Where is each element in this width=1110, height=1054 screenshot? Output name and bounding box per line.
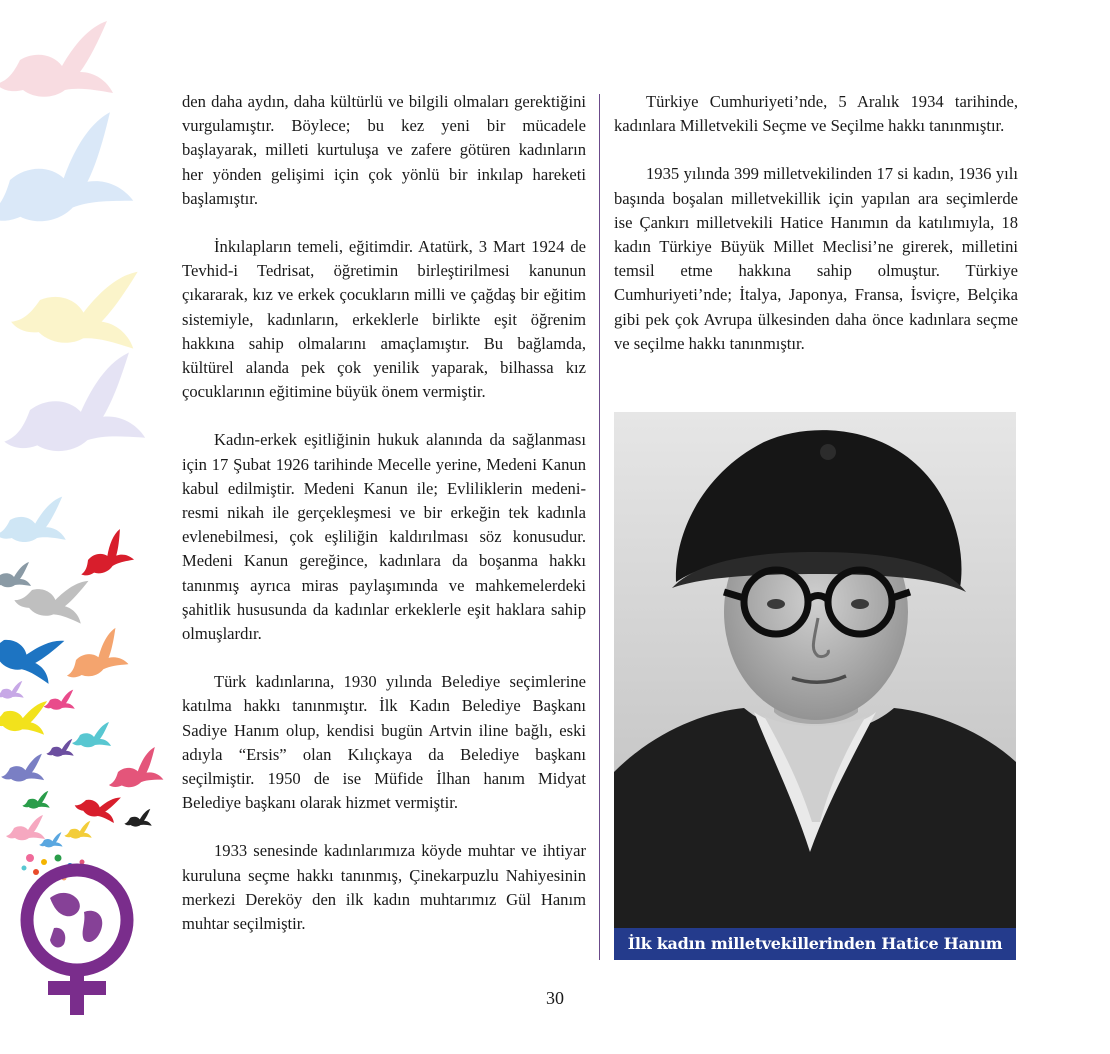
dove-icon — [0, 111, 134, 231]
dove-icon — [12, 564, 92, 626]
paragraph: Türkiye Cumhuriyeti’nde, 5 Aralık 1934 tarihinde, kadınlara Milletvekili Seçme ve Seçilme hakkı tanınmıştır. — [614, 92, 1018, 136]
page-number: 30 — [546, 988, 564, 1008]
left-text-column — [182, 90, 586, 960]
column-divider — [599, 94, 600, 960]
portrait-illustration — [614, 412, 1016, 960]
paragraph: İnkılapların temeli, eğitimdir. Atatürk, 3 Mart 1924 de Tevhid-i Tedrisat, öğretimin birleştirilmesi kanunun çıkararak, kız ve erkek çocukların milli ve çağdaş bir eğitim sistemiyle, kadınların, erkeklerle birlikte eşit öğrenim hakkına sahip olmalarını amaçlamıştır. Bu bağlamda, kültürel alanda pek çok yenilik yaparak, bilhassa kız çocuklarının eğitimine büyük önem vermiştir. — [182, 237, 586, 402]
dove-icon — [71, 528, 134, 580]
dove-icon — [39, 832, 62, 847]
globe-continents-icon — [50, 893, 102, 948]
dove-icon — [0, 352, 146, 457]
dove-icon — [124, 809, 151, 827]
photo-caption: İlk kadın milletvekillerinden Hatice Hanım — [614, 928, 1016, 960]
decorative-doves-border — [0, 0, 180, 1054]
dove-icon — [0, 692, 50, 736]
dove-icon — [46, 739, 73, 757]
portrait-photo — [614, 412, 1016, 960]
dove-icon — [58, 627, 129, 682]
dove-icon — [0, 497, 66, 542]
dove-icon — [6, 815, 45, 840]
dove-icon — [22, 791, 49, 809]
paragraph: 1935 yılında 399 milletvekilinden 17 si kadın, 1936 yılı başında boşalan milletvekillik için yapılan ara seçimlerde ise Çankırı milletvekili Hatice Hanımın da katılımıyla, 18 kadın Türkiye Büyük Millet Meclisi’ne girerek, milletini temsil etme hakkına sahip olmuştur. Türkiye Cumhuriyeti’nde; İtalya, Japonya, Fransa, İsviçre, Belçika gibi pek çok Avrupa ülkesinden daha önce kadınlara seçme ve seçilme hakkı tanınmıştır. — [614, 164, 1018, 353]
dove-icon — [0, 21, 113, 97]
right-text-column — [614, 90, 1018, 380]
dove-icon — [104, 747, 164, 791]
dove-icon — [0, 611, 68, 686]
dove-icon — [9, 255, 144, 352]
dove-icon — [0, 681, 24, 699]
dove-icon — [0, 562, 31, 587]
dove-icon — [44, 690, 75, 710]
dove-icon — [72, 722, 111, 747]
dove-icon — [64, 821, 91, 839]
dove-icon — [73, 784, 123, 825]
dove-icon — [1, 754, 44, 782]
paragraph: 1933 senesinde kadınlarımıza köyde muhtar ve ihtiyar kuruluna seçme hakkı tanınmış, Çinekarpuzlu Nahiyesinin merkezi Dereköy den ilk kadın muhtarımız Gül Hanım muhtar seçilmiştir. — [182, 841, 586, 934]
paragraph: Kadın-erkek eşitliğinin hukuk alanında da sağlanması için 17 Şubat 1926 tarihinde Mecelle yerine, Medeni Kanun kabul edilmiştir. Medeni Kanun ile; Evliliklerin medeni- resmi nikah ile gerçekleşmesi ve bir erkeğin tek kadınla evlenebilmesi, çok eşliliğin kaldırılması söz konusudur. Medeni Kanun gereğince, kadınlara da boşanma hakkı tanınmış ayrıca miras paylaşımında ve mahkemelerdeki şahitlik hususunda da kadınlar erkeklerle eşit haklara sahip olmuşlardır. — [182, 430, 586, 644]
paragraph: Türk kadınlarına, 1930 yılında Belediye seçimlerine katılma hakkı tanınmıştır. İlk Kadın Belediye Başkanı Sadiye Hanım olup, kendisi bugün Artvin iline bağlı, eski adıyla “Ersis” olan Kılıçkaya da Belediye başkanı seçilmiştir. 1950 de ise Müfide İlhan hanım Midyat Belediye başkanı olarak hizmet vermiştir. — [182, 672, 586, 813]
female-symbol-icon — [27, 870, 127, 1015]
paragraph: den daha aydın, daha kültürlü ve bilgili olmaları gerektiğini vurgulamıştır. Böylece; bu kez yeni bir mücadele başlayarak, milleti kurtuluşa ve zafere götüren kadınların her yönden gelişimi için çok yönlü bir inkılap hareketi başlamıştır. — [182, 92, 586, 208]
